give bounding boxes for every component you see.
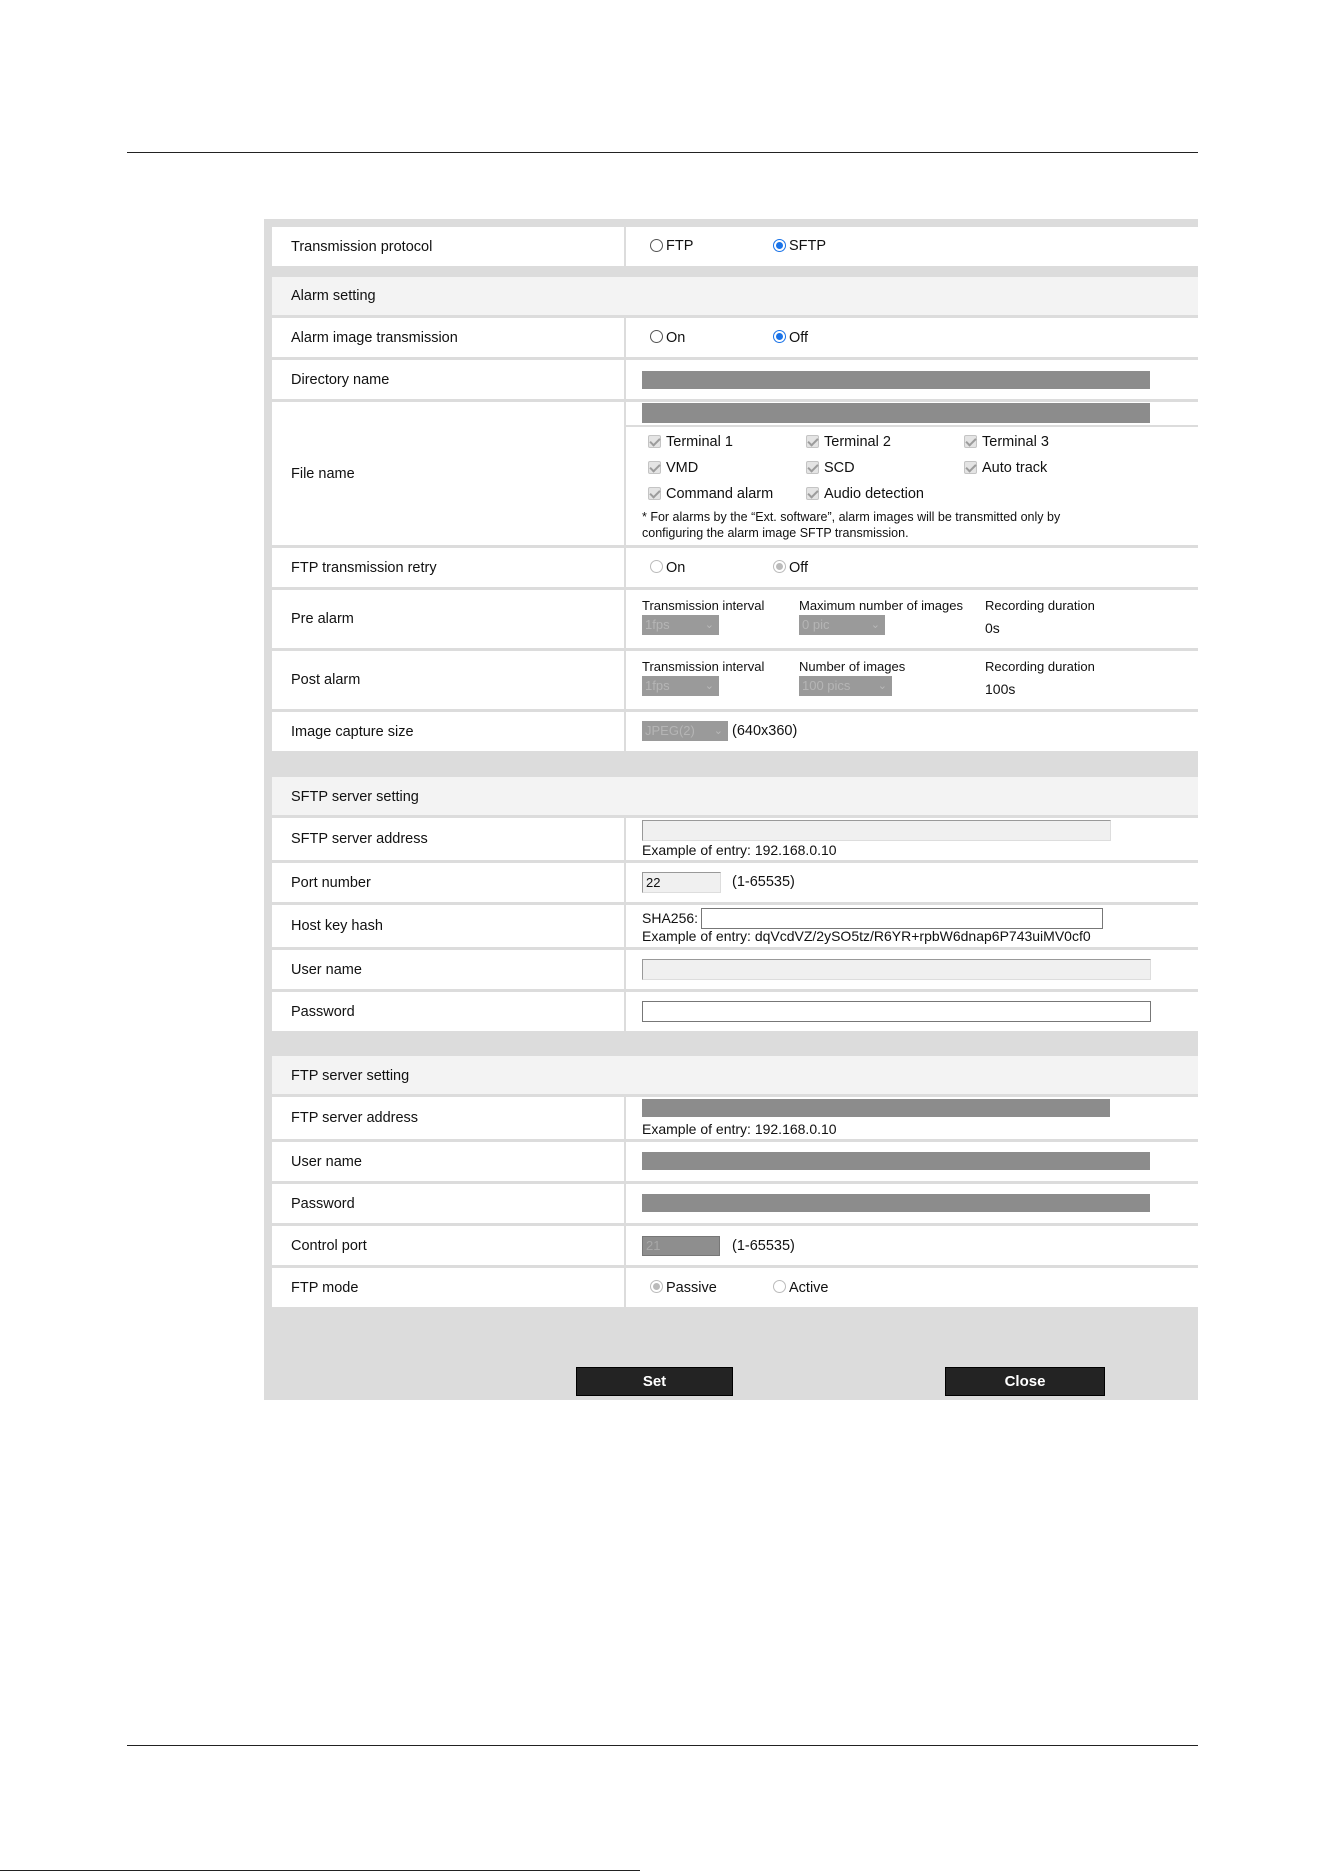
host-key-input[interactable]	[701, 908, 1103, 929]
sftp-password-input[interactable]	[642, 1001, 1151, 1022]
section-ftp-server	[272, 1056, 1198, 1094]
post-alarm-label: Post alarm	[291, 672, 361, 688]
transmission-protocol-label: Transmission protocol	[291, 238, 433, 255]
ftp-user-name-input[interactable]	[642, 1152, 1150, 1170]
audio-detection-checkbox[interactable]	[806, 487, 819, 500]
footnote-rule	[0, 1870, 640, 1871]
control-port-label: Control port	[291, 1237, 367, 1254]
control-port-range: (1-65535)	[732, 1238, 795, 1254]
ftp-address-label: FTP server address	[291, 1110, 419, 1126]
vmd-label: VMD	[666, 460, 699, 476]
control-port-input[interactable]: 21	[642, 1236, 720, 1256]
terminal-3-label: Terminal 3	[982, 434, 1049, 450]
port-number-label: Port number	[291, 874, 371, 891]
file-name-label: File name	[291, 465, 355, 482]
pre-alarm-duration-value: 0s	[985, 620, 1000, 636]
set-button[interactable]: Set	[576, 1367, 733, 1396]
passive-radio[interactable]	[650, 1280, 663, 1293]
post-alarm-duration-value: 100s	[985, 681, 1016, 697]
auto-track-label: Auto track	[982, 460, 1048, 476]
row-sftp-address	[272, 818, 1198, 860]
host-key-hash-label: Host key hash	[291, 918, 383, 934]
sftp-address-example: Example of entry: 192.168.0.10	[642, 842, 837, 858]
settings-panel	[264, 219, 1198, 1400]
ftp-retry-label: FTP transmission retry	[291, 559, 437, 576]
active-label: Active	[789, 1280, 829, 1296]
command-alarm-label: Command alarm	[666, 486, 774, 502]
ftp-server-title: FTP server setting	[291, 1068, 410, 1084]
ftp-password-input[interactable]	[642, 1194, 1150, 1212]
active-radio[interactable]	[773, 1280, 786, 1293]
row-ftp-mode	[272, 1268, 1198, 1307]
row-ftp-user-name	[272, 1142, 1198, 1181]
ftp-retry-off-radio[interactable]	[773, 560, 786, 573]
pre-alarm-interval-select[interactable]: 1fps ⌄	[642, 615, 719, 635]
row-sftp-password	[272, 992, 1198, 1031]
audio-detection-label: Audio detection	[824, 486, 924, 502]
command-alarm-checkbox[interactable]	[648, 487, 661, 500]
pre-alarm-max-label: Maximum number of images	[799, 598, 963, 613]
ext-software-note-line2: configuring the alarm image SFTP transmission.	[642, 526, 909, 540]
ftp-mode-label: FTP mode	[291, 1279, 359, 1296]
terminal-1-label: Terminal 1	[666, 434, 733, 450]
alarm-image-on-label: On	[666, 330, 686, 346]
row-port-number	[272, 863, 1198, 902]
row-directory-name	[272, 360, 1198, 399]
vmd-checkbox[interactable]	[648, 461, 661, 474]
terminal-1-checkbox[interactable]	[648, 435, 661, 448]
pre-alarm-label: Pre alarm	[291, 611, 354, 627]
host-key-example: Example of entry: dqVcdVZ/2ySO5tz/R6YR+rpbW6dnap6P743uiMV0cf0	[642, 928, 1091, 944]
file-name-input[interactable]	[642, 403, 1150, 423]
post-alarm-interval-label: Transmission interval	[642, 659, 765, 674]
pre-alarm-max-select[interactable]: 0 pic ⌄	[799, 615, 885, 635]
ftp-user-name-label: User name	[291, 1153, 362, 1170]
alarm-image-on-radio[interactable]	[650, 330, 663, 343]
row-host-key-hash	[272, 905, 1198, 947]
ftp-retry-off-label: Off	[789, 560, 809, 576]
post-alarm-duration-label: Recording duration	[985, 659, 1095, 674]
row-image-capture-size	[272, 712, 1198, 751]
terminal-2-checkbox[interactable]	[806, 435, 819, 448]
footer-rule	[127, 1745, 1198, 1746]
alarm-setting-title: Alarm setting	[291, 288, 376, 304]
image-capture-size-select[interactable]: JPEG(2) ⌄	[642, 721, 728, 741]
row-ftp-address	[272, 1097, 1198, 1139]
host-key-prefix: SHA256:	[642, 910, 699, 926]
close-button[interactable]: Close	[945, 1367, 1105, 1396]
sftp-radio-label: SFTP	[789, 238, 827, 254]
image-capture-resolution: (640x360)	[732, 723, 798, 739]
sftp-user-name-label: User name	[291, 961, 362, 978]
alarm-image-transmission-label: Alarm image transmission	[291, 329, 458, 346]
sftp-password-label: Password	[291, 1003, 355, 1020]
row-post-alarm	[272, 651, 1198, 709]
port-number-input[interactable]: 22	[642, 872, 721, 893]
alarm-image-off-label: Off	[789, 330, 809, 346]
section-alarm-setting	[272, 277, 1198, 315]
directory-name-input[interactable]	[642, 371, 1150, 389]
alarm-image-off-radio[interactable]	[773, 330, 786, 343]
row-alarm-image-transmission	[272, 318, 1198, 357]
passive-label: Passive	[666, 1280, 717, 1296]
section-sftp-server	[272, 777, 1198, 815]
terminal-2-label: Terminal 2	[824, 434, 891, 450]
port-number-range: (1-65535)	[732, 874, 795, 890]
pre-alarm-interval-label: Transmission interval	[642, 598, 765, 613]
row-ftp-retry	[272, 548, 1198, 587]
pre-alarm-duration-label: Recording duration	[985, 598, 1095, 613]
ftp-retry-on-label: On	[666, 560, 686, 576]
header-rule	[127, 152, 1198, 153]
ftp-address-input[interactable]	[642, 1099, 1110, 1117]
row-sftp-user-name	[272, 950, 1198, 989]
terminal-3-checkbox[interactable]	[964, 435, 977, 448]
row-pre-alarm	[272, 590, 1198, 648]
sftp-radio[interactable]	[773, 239, 786, 252]
post-alarm-interval-select[interactable]: 1fps ⌄	[642, 676, 719, 696]
post-alarm-num-label: Number of images	[799, 659, 906, 674]
ftp-retry-on-radio[interactable]	[650, 560, 663, 573]
ftp-radio-label: FTP	[666, 238, 694, 254]
row-transmission-protocol	[272, 227, 1198, 266]
sftp-user-name-input[interactable]	[642, 959, 1151, 980]
ext-software-note-line1: * For alarms by the “Ext. software”, alarm images will be transmitted only by	[642, 510, 1061, 524]
auto-track-checkbox[interactable]	[964, 461, 977, 474]
sftp-address-input[interactable]	[642, 820, 1111, 841]
sftp-address-label: SFTP server address	[291, 831, 428, 847]
scd-label: SCD	[824, 460, 855, 476]
directory-name-label: Directory name	[291, 371, 390, 388]
row-file-name	[272, 402, 1198, 545]
ftp-address-example: Example of entry: 192.168.0.10	[642, 1121, 837, 1137]
post-alarm-num-select[interactable]: 100 pics ⌄	[799, 676, 892, 696]
ftp-password-label: Password	[291, 1195, 355, 1212]
ftp-radio[interactable]	[650, 239, 663, 252]
scd-checkbox[interactable]	[806, 461, 819, 474]
row-control-port	[272, 1226, 1198, 1265]
image-capture-size-label: Image capture size	[291, 723, 414, 740]
row-ftp-password	[272, 1184, 1198, 1223]
sftp-server-title: SFTP server setting	[291, 789, 419, 805]
